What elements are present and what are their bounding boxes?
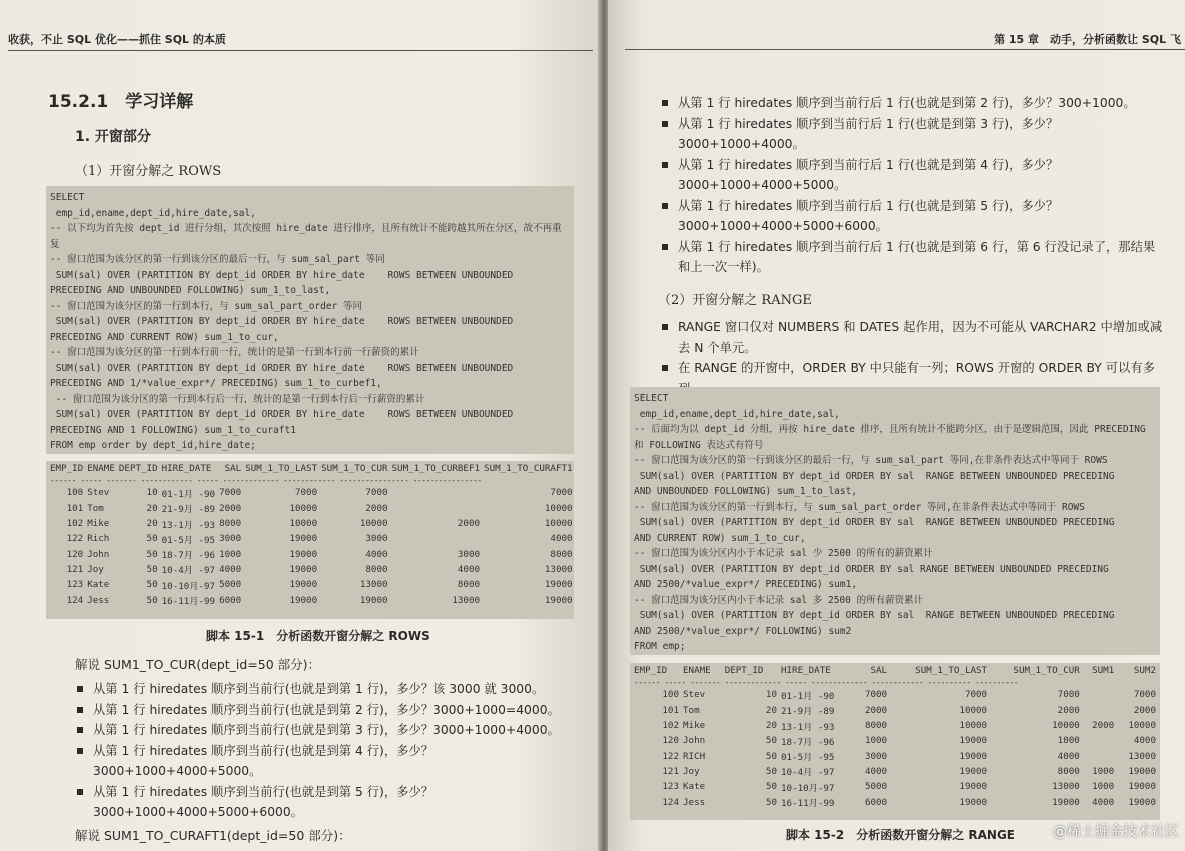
table-cell: 122 [662, 750, 679, 762]
table-cell: 19000 [544, 594, 573, 606]
table-cell: 18-7月 -96 [161, 550, 216, 562]
code-line: AND 2500/*value_expr*/ FOLLOWING) sum2 [634, 625, 852, 637]
table-cell: Joy [683, 765, 700, 777]
table-cell: Rich [87, 533, 110, 545]
table-cell: 100 [662, 689, 679, 701]
table-cell: 1000 [1092, 781, 1115, 793]
column-header: EMP_ID [634, 665, 668, 677]
code-line: SUM(sal) OVER (PARTITION BY dept_id ORDER BY sal RANGE BETWEEN UNBOUNDED PRECEDING [634, 517, 1115, 528]
table-cell: 13000 [359, 579, 388, 591]
table-cell: 7000 [550, 487, 573, 499]
code-block-rows [46, 186, 574, 454]
table-cell: 5000 [864, 781, 888, 793]
code-line: PRECEDING AND CURRENT ROW) sum_1_to_cur, [50, 331, 279, 343]
table-cell: 2000 [1057, 704, 1080, 716]
table-cell: 101 [66, 502, 84, 514]
table-separator: ------ ----- ------- ------------ ----- ------------- ------------ ---------------- ---------------- [50, 476, 482, 486]
column-header: SUM_1_TO_CUR [321, 463, 388, 475]
table-cell: 50 [146, 548, 158, 560]
table-cell: Stev [683, 689, 706, 701]
code-line: AND 2500/*value_expr*/ PRECEDING) sum1, [634, 579, 858, 590]
list-item: 从第 1 行 hiredates 顺序到当前行后 1 行(也就是到第 2 行)，多少？300+1000。 [660, 93, 1165, 114]
table-cell: 20 [146, 518, 158, 530]
table-cell: 16-11月-99 [161, 596, 216, 608]
watermark: @稀土掘金技术社区 [1053, 824, 1179, 840]
table-cell: 01-1月 -90 [161, 488, 216, 500]
table-cell: 19000 [1128, 765, 1156, 777]
table-cell: 01-1月 -90 [780, 690, 835, 702]
right-page [608, 0, 1185, 851]
explain-sum1-to-cur: 解说 SUM1_TO_CUR(dept_id=50 部分)： [75, 657, 321, 672]
table-cell: 13000 [1052, 781, 1080, 793]
table-cell: Jess [683, 796, 706, 808]
table-row [48, 592, 574, 607]
table-cell: 50 [146, 563, 158, 575]
table-cell: 21-9月 -89 [780, 706, 835, 718]
table-cell: 10-4月 -97 [161, 565, 216, 577]
code-line: AND CURRENT ROW) sum_1_to_cur, [634, 532, 806, 544]
table-cell: Tom [683, 704, 700, 716]
table-cell: 101 [662, 704, 679, 716]
list-item: 从第 1 行 hiredates 顺序到当前行(也就是到第 5 行)，多少？3000+1000+4000+5000+6000。 [75, 782, 580, 823]
code-line: -- 窗口范围为该分区的第一行到本行，与 sum_sal_part_order 等同 [50, 300, 363, 312]
table-row [48, 546, 574, 561]
code-line: -- 后面均为以 dept_id 分组，再按 hire_date 排序，且所有统计不能跨分区，由于是逻辑范围，因此 PRECEDING 和 FOLLOWING 表达式有符号 [634, 424, 1146, 451]
table-cell: 2000 [219, 502, 242, 514]
column-header: SUM2 [1133, 665, 1156, 677]
table-cell: 102 [66, 518, 84, 530]
table-cell: 8000 [365, 563, 388, 575]
table-cell: 7000 [1057, 689, 1080, 701]
table-cell: 50 [765, 765, 777, 777]
table-cell: 20 [765, 720, 777, 732]
table-cell: 2000 [1133, 704, 1156, 716]
table-cell: 10000 [1128, 720, 1156, 732]
table-cell: 6000 [219, 594, 242, 606]
table-cell [1082, 748, 1116, 763]
table-cell: 7000 [864, 689, 888, 701]
table-cell: Stev [87, 487, 110, 499]
column-header: SUM_1_TO_CURBEF1 [391, 463, 481, 475]
table-separator: ------ ----- ------- ------------- ----- ------------- ------------ ---------- ---------- [634, 678, 1019, 688]
code-line: SUM(sal) OVER (PARTITION BY dept_id ORDER BY sal RANGE BETWEEN UNBOUNDED PRECEDING [634, 470, 1115, 482]
column-header: ENAME [87, 463, 115, 475]
table-cell: 19000 [359, 594, 388, 606]
code-line: SELECT [634, 393, 669, 404]
code-line: SUM(sal) OVER (PARTITION BY dept_id ORDER BY sal RANGE BETWEEN UNBOUNDED PRECEDING [634, 610, 1115, 621]
table-cell: 8000 [219, 518, 242, 530]
table-cell: 3000 [219, 533, 242, 545]
table-cell: 3000 [864, 750, 888, 762]
table-row [632, 779, 1158, 794]
table-cell: 4000 [457, 563, 481, 575]
table-cell: 19000 [289, 548, 318, 560]
table-cell: 7000 [294, 487, 318, 499]
caption-script-15-1: 脚本 15-1 分析函数开窗分解之 ROWS [206, 629, 430, 643]
code-line: PRECEDING AND UNBOUNDED FOLLOWING) sum_1_to_last, [50, 285, 331, 296]
table-cell: 13-1月 -93 [161, 519, 216, 531]
table-cell: 4000 [1057, 750, 1080, 762]
table-cell: 120 [662, 735, 679, 747]
table-cell: 10000 [289, 502, 318, 514]
table-cell: 13000 [1128, 750, 1156, 762]
table-header-row [48, 461, 574, 476]
table-row [48, 562, 574, 577]
column-header: EMP_ID [50, 463, 84, 475]
table-cell: 50 [146, 579, 158, 591]
table-cell: 10000 [959, 704, 988, 716]
table-cell: 13000 [452, 594, 481, 606]
table-cell: 7000 [219, 487, 242, 499]
table-row [632, 687, 1158, 702]
table-cell: 19000 [289, 579, 318, 591]
table-row [632, 794, 1158, 809]
table-cell: 19000 [959, 765, 988, 777]
code-line: -- 以下均为首先按 dept_id 进行分组，其次按照 hire_date 进行排序，且所有统计不能跨越其所在分区，故不再重复 [50, 223, 562, 250]
table-cell: 8000 [864, 720, 888, 732]
table-cell [390, 485, 483, 500]
table-cell: 121 [662, 765, 679, 777]
table-cell: 122 [66, 533, 84, 545]
table-cell: 10-4月 -97 [780, 767, 835, 779]
running-head-right: 第 15 章 动手，分析函数让 SQL 飞 [625, 30, 1185, 50]
table-cell: 8000 [1057, 765, 1080, 777]
list-item: 在 RANGE 的开窗中，ORDER BY 中只能有一列；ROWS 开窗的 ORDER BY 可以有多 [660, 358, 1165, 399]
table-cell: 2000 [1092, 720, 1115, 732]
list-item: 从第 1 行 hiredates 顺序到当前行(也就是到第 3 行)，多少？3000+1000+4000。 [75, 720, 580, 741]
table-cell: Mike [683, 720, 706, 732]
bullet-list-left [75, 679, 580, 823]
column-header: HIRE_DATE [780, 665, 831, 677]
column-header: SUM_1_TO_CUR [1013, 665, 1080, 677]
column-header: SUM_1_TO_LAST [915, 665, 988, 677]
table-cell: 21-9月 -89 [161, 504, 216, 516]
code-line: -- 窗口范围为该分区内小于本记录 sal 少 2500 的所有的薪资累计 [634, 548, 933, 559]
table-cell: 1000 [864, 735, 888, 747]
table-row [48, 531, 574, 546]
code-line: FROM emp order by dept_id,hire_date; [50, 440, 256, 451]
code-line: SUM(sal) OVER (PARTITION BY dept_id ORDER BY hire_date ROWS BETWEEN UNBOUNDED [50, 409, 514, 420]
table-cell: 19000 [1052, 796, 1080, 808]
table-cell: 123 [662, 781, 679, 793]
list-item: 从第 1 行 hiredates 顺序到当前行(也就是到第 1 行)，多少？该 3000 就 3000。 [75, 679, 580, 700]
bullet-list-right-top [660, 93, 1165, 278]
subsubsection-range: （2）开窗分解之 RANGE [658, 293, 812, 308]
table-cell: Kate [683, 781, 706, 793]
code-line: emp_id,ename,dept_id,hire_date,sal, [50, 207, 256, 219]
column-header: SUM_1_TO_LAST [245, 463, 318, 475]
column-header: DEPT_ID [724, 665, 764, 677]
table-cell: 19000 [959, 781, 988, 793]
table-cell: 19000 [959, 735, 988, 747]
table-cell: 20 [146, 502, 158, 514]
code-line: -- 窗口范围为该分区的第一行到本行后一行，统计的是第一行到本行后一行薪资的累计 [50, 393, 425, 405]
column-header: SAL [224, 463, 242, 475]
table-cell: 50 [765, 750, 777, 762]
table-cell [390, 501, 483, 516]
table-cell: 19000 [959, 796, 988, 808]
table-row [48, 516, 574, 531]
table-cell: RICH [683, 750, 706, 762]
table-cell: 13000 [544, 563, 573, 575]
table-cell: 123 [66, 579, 84, 591]
result-table-rows [46, 461, 574, 619]
table-cell: 01-5月 -95 [780, 752, 835, 764]
table-cell: John [87, 548, 110, 560]
section-title: 15.2.1 学习详解 [48, 92, 194, 112]
column-header: SUM1 [1092, 665, 1115, 677]
code-line: SUM(sal) OVER (PARTITION BY dept_id ORDER BY hire_date ROWS BETWEEN UNBOUNDED [50, 316, 514, 327]
table-cell: 100 [66, 487, 84, 499]
table-cell: 19000 [289, 594, 318, 606]
table-cell: Joy [87, 563, 104, 575]
table-cell: Tom [87, 502, 104, 514]
table-cell: 7000 [964, 689, 988, 701]
table-cell: 1000 [219, 548, 242, 560]
table-cell: 50 [146, 594, 158, 606]
table-cell: 16-11月-99 [780, 798, 835, 810]
table-row [48, 501, 574, 516]
table-cell: 19000 [289, 533, 318, 545]
table-cell: 01-5月 -95 [161, 534, 216, 546]
table-cell: 121 [66, 563, 84, 575]
table-cell: 4000 [1092, 796, 1115, 808]
table-cell: 20 [765, 704, 777, 716]
code-line: SUM(sal) OVER (PARTITION BY dept_id ORDER BY sal RANGE BETWEEN UNBOUNDED PRECEDING [634, 563, 1109, 575]
table-cell: 10000 [544, 518, 573, 530]
table-cell: 10000 [1052, 720, 1080, 732]
table-cell: 8000 [457, 579, 481, 591]
table-cell: 10000 [544, 502, 573, 514]
table-header-row [632, 663, 1158, 678]
table-cell: 4000 [864, 765, 888, 777]
table-cell: 10-10月-97 [780, 782, 835, 794]
subsection-title: 1. 开窗部分 [75, 129, 151, 145]
code-line: SELECT [50, 192, 85, 203]
code-line: -- 窗口范围为该分区的第一行到该分区的最后一行，与 sum_sal_part 等同 [50, 254, 385, 265]
code-block-range [630, 387, 1160, 655]
table-cell: 4000 [1133, 735, 1156, 747]
table-cell: 4000 [365, 548, 388, 560]
table-cell: 19000 [1128, 781, 1156, 793]
table-cell: 10000 [359, 518, 388, 530]
table-cell: 124 [662, 796, 679, 808]
code-line: SUM(sal) OVER (PARTITION BY dept_id ORDER BY hire_date ROWS BETWEEN UNBOUNDED [50, 269, 514, 281]
running-head-left: 收获，不止 SQL 优化——抓住 SQL 的本质 [8, 30, 593, 51]
table-row [632, 733, 1158, 748]
table-cell: John [683, 735, 706, 747]
table-cell: 6000 [864, 796, 888, 808]
code-line: AND UNBOUNDED FOLLOWING) sum_1_to_last, [634, 486, 858, 497]
table-cell: 7000 [1133, 689, 1156, 701]
subsubsection-rows: （1）开窗分解之 ROWS [75, 164, 222, 179]
table-cell: 7000 [365, 487, 388, 499]
column-header: ENAME [683, 665, 711, 677]
table-cell: 13-1月 -93 [780, 721, 835, 733]
table-cell: Kate [87, 579, 110, 591]
list-item: RANGE 窗口仅对 NUMBERS 和 DATES 起作用，因为不可能从 VARCHAR2 中增加或减去 N 个单元。 [660, 317, 1165, 358]
table-row [632, 764, 1158, 779]
table-cell: 2000 [365, 502, 388, 514]
code-line: PRECEDING AND 1 FOLLOWING) sum_1_to_curaft1 [50, 424, 296, 436]
column-header: SAL [870, 665, 888, 677]
code-line: -- 窗口范围为该分区的第一行到该分区的最后一行，与 sum_sal_part 等同,在非条件表达式中等同于 ROWS [634, 455, 1108, 466]
result-table-range [630, 663, 1160, 820]
table-row [48, 577, 574, 592]
table-cell: 19000 [1128, 796, 1156, 808]
table-cell: 50 [765, 735, 777, 747]
table-cell: 5000 [219, 579, 242, 591]
table-cell: 19000 [289, 563, 318, 575]
table-cell: Mike [87, 518, 110, 530]
code-line: -- 窗口范围为该分区内小于本记录 sal 多 2500 的所有薪资累计 [634, 594, 924, 606]
table-cell: 4000 [219, 563, 242, 575]
list-item: 从第 1 行 hiredates 顺序到当前行后 1 行(也就是到第 6 行，第 6 行没记录了，那结果和上一次一样)。 [660, 237, 1165, 278]
table-cell [1082, 703, 1116, 718]
table-cell: Jess [87, 594, 110, 606]
table-cell [1082, 733, 1116, 748]
list-item: 从第 1 行 hiredates 顺序到当前行(也就是到第 2 行)，多少？3000+1000=4000。 [75, 700, 580, 721]
table-cell: 18-7月 -96 [780, 736, 835, 748]
table-row [632, 748, 1158, 763]
table-cell: 102 [662, 720, 679, 732]
table-cell: 10000 [959, 720, 988, 732]
table-row [632, 703, 1158, 718]
table-cell: 19000 [959, 750, 988, 762]
code-line: PRECEDING AND 1/*value_expr*/ PRECEDING) sum_1_to_curbef1, [50, 378, 382, 389]
column-header: HIRE_DATE [161, 463, 212, 475]
list-item: 从第 1 行 hiredates 顺序到当前行后 1 行(也就是到第 5 行)，多少？3000+1000+4000+5000+6000。 [660, 196, 1165, 237]
column-header: DEPT_ID [118, 463, 158, 475]
caption-script-15-2: 脚本 15-2 分析函数开窗分解之 RANGE [786, 828, 1016, 842]
table-cell: 3000 [365, 533, 388, 545]
table-cell: 1000 [1057, 735, 1080, 747]
table-cell: 50 [765, 796, 777, 808]
code-line: SUM(sal) OVER (PARTITION BY dept_id ORDER BY hire_date ROWS BETWEEN UNBOUNDED [50, 362, 514, 374]
table-cell: 3000 [457, 548, 481, 560]
table-cell: 4000 [550, 533, 573, 545]
table-cell: 10 [146, 487, 158, 499]
table-cell: 2000 [457, 518, 481, 530]
table-row [632, 718, 1158, 733]
table-cell: 8000 [550, 548, 573, 560]
table-cell: 19000 [544, 579, 573, 591]
table-cell: 2000 [864, 704, 888, 716]
table-row [48, 485, 574, 500]
column-header: SUM_1_TO_CURAFT1 [484, 463, 573, 475]
table-cell [390, 531, 483, 546]
code-line: emp_id,ename,dept_id,hire_date,sal, [634, 408, 840, 420]
table-cell: 1000 [1092, 765, 1115, 777]
table-cell: 10-10月-97 [161, 580, 216, 592]
table-cell: 50 [765, 781, 777, 793]
table-cell [1082, 687, 1116, 702]
table-cell: 50 [146, 533, 158, 545]
code-line: FROM emp; [634, 641, 686, 652]
list-item: 从第 1 行 hiredates 顺序到当前行(也就是到第 4 行)，多少？3000+1000+4000+5000。 [75, 741, 580, 782]
table-cell: 10 [765, 689, 777, 701]
table-cell: 10000 [289, 518, 318, 530]
list-item: 从第 1 行 hiredates 顺序到当前行后 1 行(也就是到第 4 行)，多少？3000+1000+4000+5000。 [660, 155, 1165, 196]
code-line: -- 窗口范围为该分区的第一行到本行前一行，统计的是第一行到本行前一行薪资的累计 [50, 347, 419, 358]
table-cell: 124 [66, 594, 84, 606]
list-item: 从第 1 行 hiredates 顺序到当前行后 1 行(也就是到第 3 行)，多少？3000+1000+4000。 [660, 114, 1165, 155]
explain-sum1-to-curaft1: 解说 SUM1_TO_CURAFT1(dept_id=50 部分)： [75, 828, 351, 843]
code-line: -- 窗口范围为该分区的第一行到本行，与 sum_sal_part_order 等同,在非条件表达式中等同于 ROWS [634, 501, 1085, 513]
table-cell: 120 [66, 548, 84, 560]
